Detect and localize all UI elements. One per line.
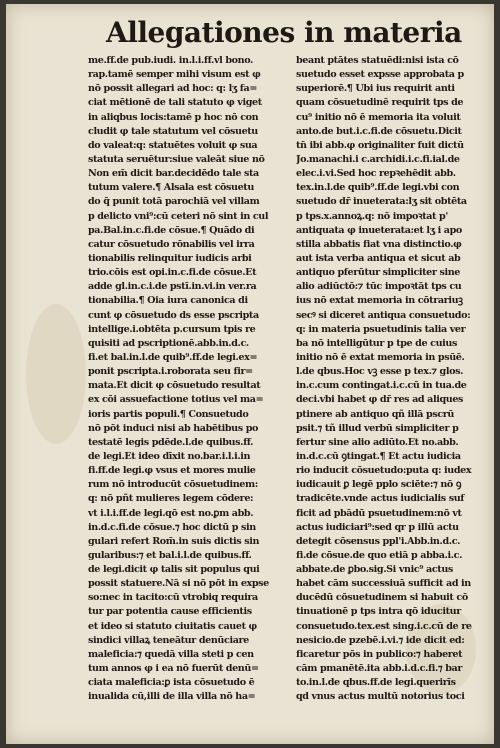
- text-line: tum annos φ i ea nō fuerūt denū=: [88, 663, 259, 675]
- text-line: elec.i.vi.Sed hoc repꝛehēdit abb.: [296, 168, 456, 180]
- text-line: ciata maleficia:ꝑ ista cōsuetudo ē: [88, 677, 255, 689]
- text-line: ba nō intelligūtur p tpe de cuius: [296, 337, 457, 349]
- text-line: antiquata φ inueterata:et lʒ i apo: [296, 224, 462, 236]
- text-line: suetudo esset expsse approbata p: [296, 69, 464, 81]
- text-line: tn̄ ibi abb.φ originaliter fuit dictū: [296, 139, 464, 151]
- text-line: maleficia:⁊ quedā villa steti p cen: [88, 648, 254, 660]
- text-line: trio.cōis est opi.in.c.fi.de cōsue.Et: [88, 267, 257, 279]
- text-line: detegit cōsensus ppl'i.Abb.in.d.c.: [296, 535, 461, 547]
- text-line: psit.⁊ tñ illud verbū simpliciter p: [296, 422, 459, 434]
- text-line: to.in.l.de qbus.ff.de legi.querirīs: [296, 677, 456, 689]
- text-line: consuetudo.tex.est sing.i.c.cū de re: [296, 620, 472, 632]
- text-line: aut ista verba antiqua et sicut ab: [296, 252, 461, 264]
- text-line: fi.ff.de legi.φ vsus et mores mulie: [88, 465, 256, 477]
- text-line: me.ff.de pub.iudi. in.l.i.ff.vl bono.: [88, 55, 253, 66]
- text-line: nesicio.de pzebē.i.vi.⁊ ide dicit ed:: [296, 634, 465, 646]
- text-line: actus iudiciari⁹:sed qr p illū actu: [296, 521, 459, 533]
- text-line: in.d.c.fi.de cōsue.⁊ hoc dictū p sin: [88, 521, 256, 533]
- text-line: statuta seruētur:siue valeāt siue nō: [88, 153, 265, 165]
- text-line: initio nō ē extat memoria in psūē.: [296, 351, 465, 363]
- text-line: Non em̄ dicit bar.decidēdo tale sta: [88, 168, 259, 180]
- text-line: ciat mētionē de tali statuto φ viget: [88, 97, 262, 109]
- text-line: de legi.Et ideo dīxit no.bar.i.l.i.in: [88, 450, 251, 462]
- text-line: tex.in.l.de quib⁹.ff.de legi.vbi con: [296, 182, 460, 194]
- text-line: tutum valere.¶ Alsala est cōsuetu: [88, 182, 254, 194]
- text-line: suetudo dr̄ inueterata:lʒ sit obtēta: [296, 196, 467, 208]
- text-line: alio adiūctō:⁊ tūc impoꝛtāt tps cu: [296, 281, 462, 293]
- text-line: ius nō extat memoria in cōtrariuꝫ: [296, 295, 463, 307]
- text-line: testatē legis pdēde.l.de quibus.ff.: [88, 436, 254, 448]
- text-line: secꝰ si diceret antiqua consuetudo:: [296, 309, 471, 321]
- text-line: antiquo pferūtur simpliciter sine: [296, 267, 460, 279]
- text-line: tionabilis relinquitur iudicis arbi: [88, 252, 252, 264]
- text-line: stilla abbatis fiat vna distinctio.φ: [296, 238, 462, 250]
- text-line: iudicauit ꝑ legē pplo sciēte:⁊ nō ꝯ: [296, 479, 462, 491]
- text-line: so:nec in tacito:cū vtrobiq requira: [88, 592, 258, 604]
- text-line: abbate.de ꝑbo.sig.Si vnic⁹ actus: [296, 564, 453, 576]
- text-line: vt i.l.i.ff.de legi.qō est no.ꝑm abb.: [88, 507, 254, 519]
- text-line: ponit pscripta.i.roborata seu fir=: [88, 366, 253, 378]
- text-line: cludit φ tale statutum vel cōsuetu: [88, 125, 258, 137]
- text-line: l.de qbus.Hoc vꝫ esse p tex.⁊ glos.: [296, 366, 464, 378]
- text-line: q: nō pñt mulieres legem cōdere:: [88, 493, 254, 505]
- text-line: fi.et bal.in.l.de quib⁹.ff.de legi.ex=: [88, 351, 258, 363]
- text-line: nō pōt induci nisi ab habētibus po: [88, 422, 259, 434]
- text-line: ficit ad pbādū psuetudinem:nō vt: [296, 507, 462, 519]
- text-line: do q̄ punit totā parochiā vel villam: [88, 196, 260, 208]
- text-line: de legi.dicit φ talis sit populus qui: [88, 564, 260, 576]
- text-line: p tps.x.annoꝝ.q: nō impoꝛtat p': [296, 210, 448, 222]
- text-line: cām pmanētē.ita abb.i.d.c.fi.⁊ bar: [296, 663, 462, 675]
- text-line: ficaretur pōs in publico:⁊ haberet: [296, 648, 463, 660]
- text-line: ducēdū cōsuetudinem si habuit cō: [296, 592, 468, 604]
- text-line: inualida cū,illi de illa villa nō ha=: [88, 691, 256, 703]
- text-line: in.d.c.cū ꝯtingat.¶ Et actu iudicia: [296, 450, 461, 462]
- text-line: in.c.cum contingat.i.c.cū in tua.de: [296, 380, 467, 392]
- text-line: ptinere ab antiquo qñ illā pscrū: [296, 408, 455, 420]
- text-line: tionabilia.¶ Oia iura canonica di: [88, 295, 248, 307]
- text-line: superiorē.¶ Ubi ius requirit anti: [296, 83, 455, 95]
- running-header: Allegationes in materia: [106, 16, 462, 49]
- text-line: qd vnus actus multū notorius toci: [296, 691, 465, 703]
- text-line: fertur sine alio adiūto.Et no.abb.: [296, 436, 459, 448]
- text-line: gularibus:⁊ et bal.i.l.de quibus.ff.: [88, 549, 252, 561]
- text-line: q: in materia psuetudinis talia ver: [296, 323, 466, 335]
- text-line: pa.Bal.in.c.fi.de cōsue.¶ Quādo di: [88, 224, 255, 236]
- text-column-left: [88, 54, 293, 704]
- text-column-right: [296, 54, 494, 704]
- text-line: deci.vbi habet φ dr̄ res ad aliques: [296, 394, 464, 406]
- text-line: mata.Et dicit φ cōsuetudo resultat: [88, 380, 261, 392]
- text-line: nō possit allegari ad hoc: q: lʒ fa=: [88, 83, 257, 95]
- text-line: tur par potentia cause efficientis: [88, 606, 252, 618]
- text-line: anto.de but.i.c.fi.de cōsuetu.Dicit: [296, 125, 462, 137]
- document-page: [6, 4, 494, 744]
- text-line: rum nō introducūt cōsuetudinem:: [88, 479, 258, 491]
- text-line: cu⁹ initio nō ē memoria ita voluit: [296, 111, 461, 123]
- text-line: possit statuere.Nā si nō pōt in expse: [88, 578, 269, 590]
- text-line: rio inducit cōsuetudo:puta q: iudex: [296, 465, 472, 477]
- text-line: quam cōsuetudinē requirit tps de: [296, 97, 464, 109]
- text-line: rap.tamē semper mihi visum est φ: [88, 69, 261, 81]
- text-line: in aliqbus locis:tamē p hoc nō con: [88, 111, 259, 123]
- text-line: quisiti ad pscriptionē.abb.in.d.c.: [88, 337, 249, 349]
- text-line: Jo.manachi.i c.archidi.i.c.fi.ial.de: [296, 153, 460, 165]
- text-line: habet cām successiuā sufficit ad in: [296, 578, 471, 590]
- text-line: adde gl.in.c.i.de pstī.in.vi.in ver.ra: [88, 281, 257, 293]
- text-line: catur cōsuetudo rōnabilis vel irra: [88, 238, 255, 250]
- paper-stain: [26, 304, 86, 444]
- text-line: tradicēte.vnde actus iudicialis suf: [296, 493, 464, 505]
- text-line: tinuationē p tps intra qō iducitur: [296, 606, 461, 618]
- text-line: p delicto vni⁹:cū ceteri nō sint in cul: [88, 210, 269, 222]
- text-line: et ideo si statuto ciuitatis cauet φ: [88, 620, 257, 632]
- text-line: cunt φ cōsuetudo ds esse pscripta: [88, 309, 259, 321]
- text-line: intellige.i.obtēta p.cursum tpis re: [88, 323, 256, 335]
- text-line: sindici villaꝝ teneātur denūciare: [88, 634, 249, 646]
- text-line: ex cōi assuefactione totius vel ma=: [88, 394, 264, 406]
- text-line: do valeat:q: statuētes voluit φ sua: [88, 139, 258, 151]
- text-line: beant ptātes statuēdi:nisi ista cō: [296, 55, 459, 66]
- text-line: fi.de cōsue.de quo etiā p abba.i.c.: [296, 549, 463, 561]
- text-line: ioris partis populi.¶ Consuetudo: [88, 408, 249, 420]
- text-line: gulari refert Rom̄.in suis dictis sin: [88, 535, 260, 547]
